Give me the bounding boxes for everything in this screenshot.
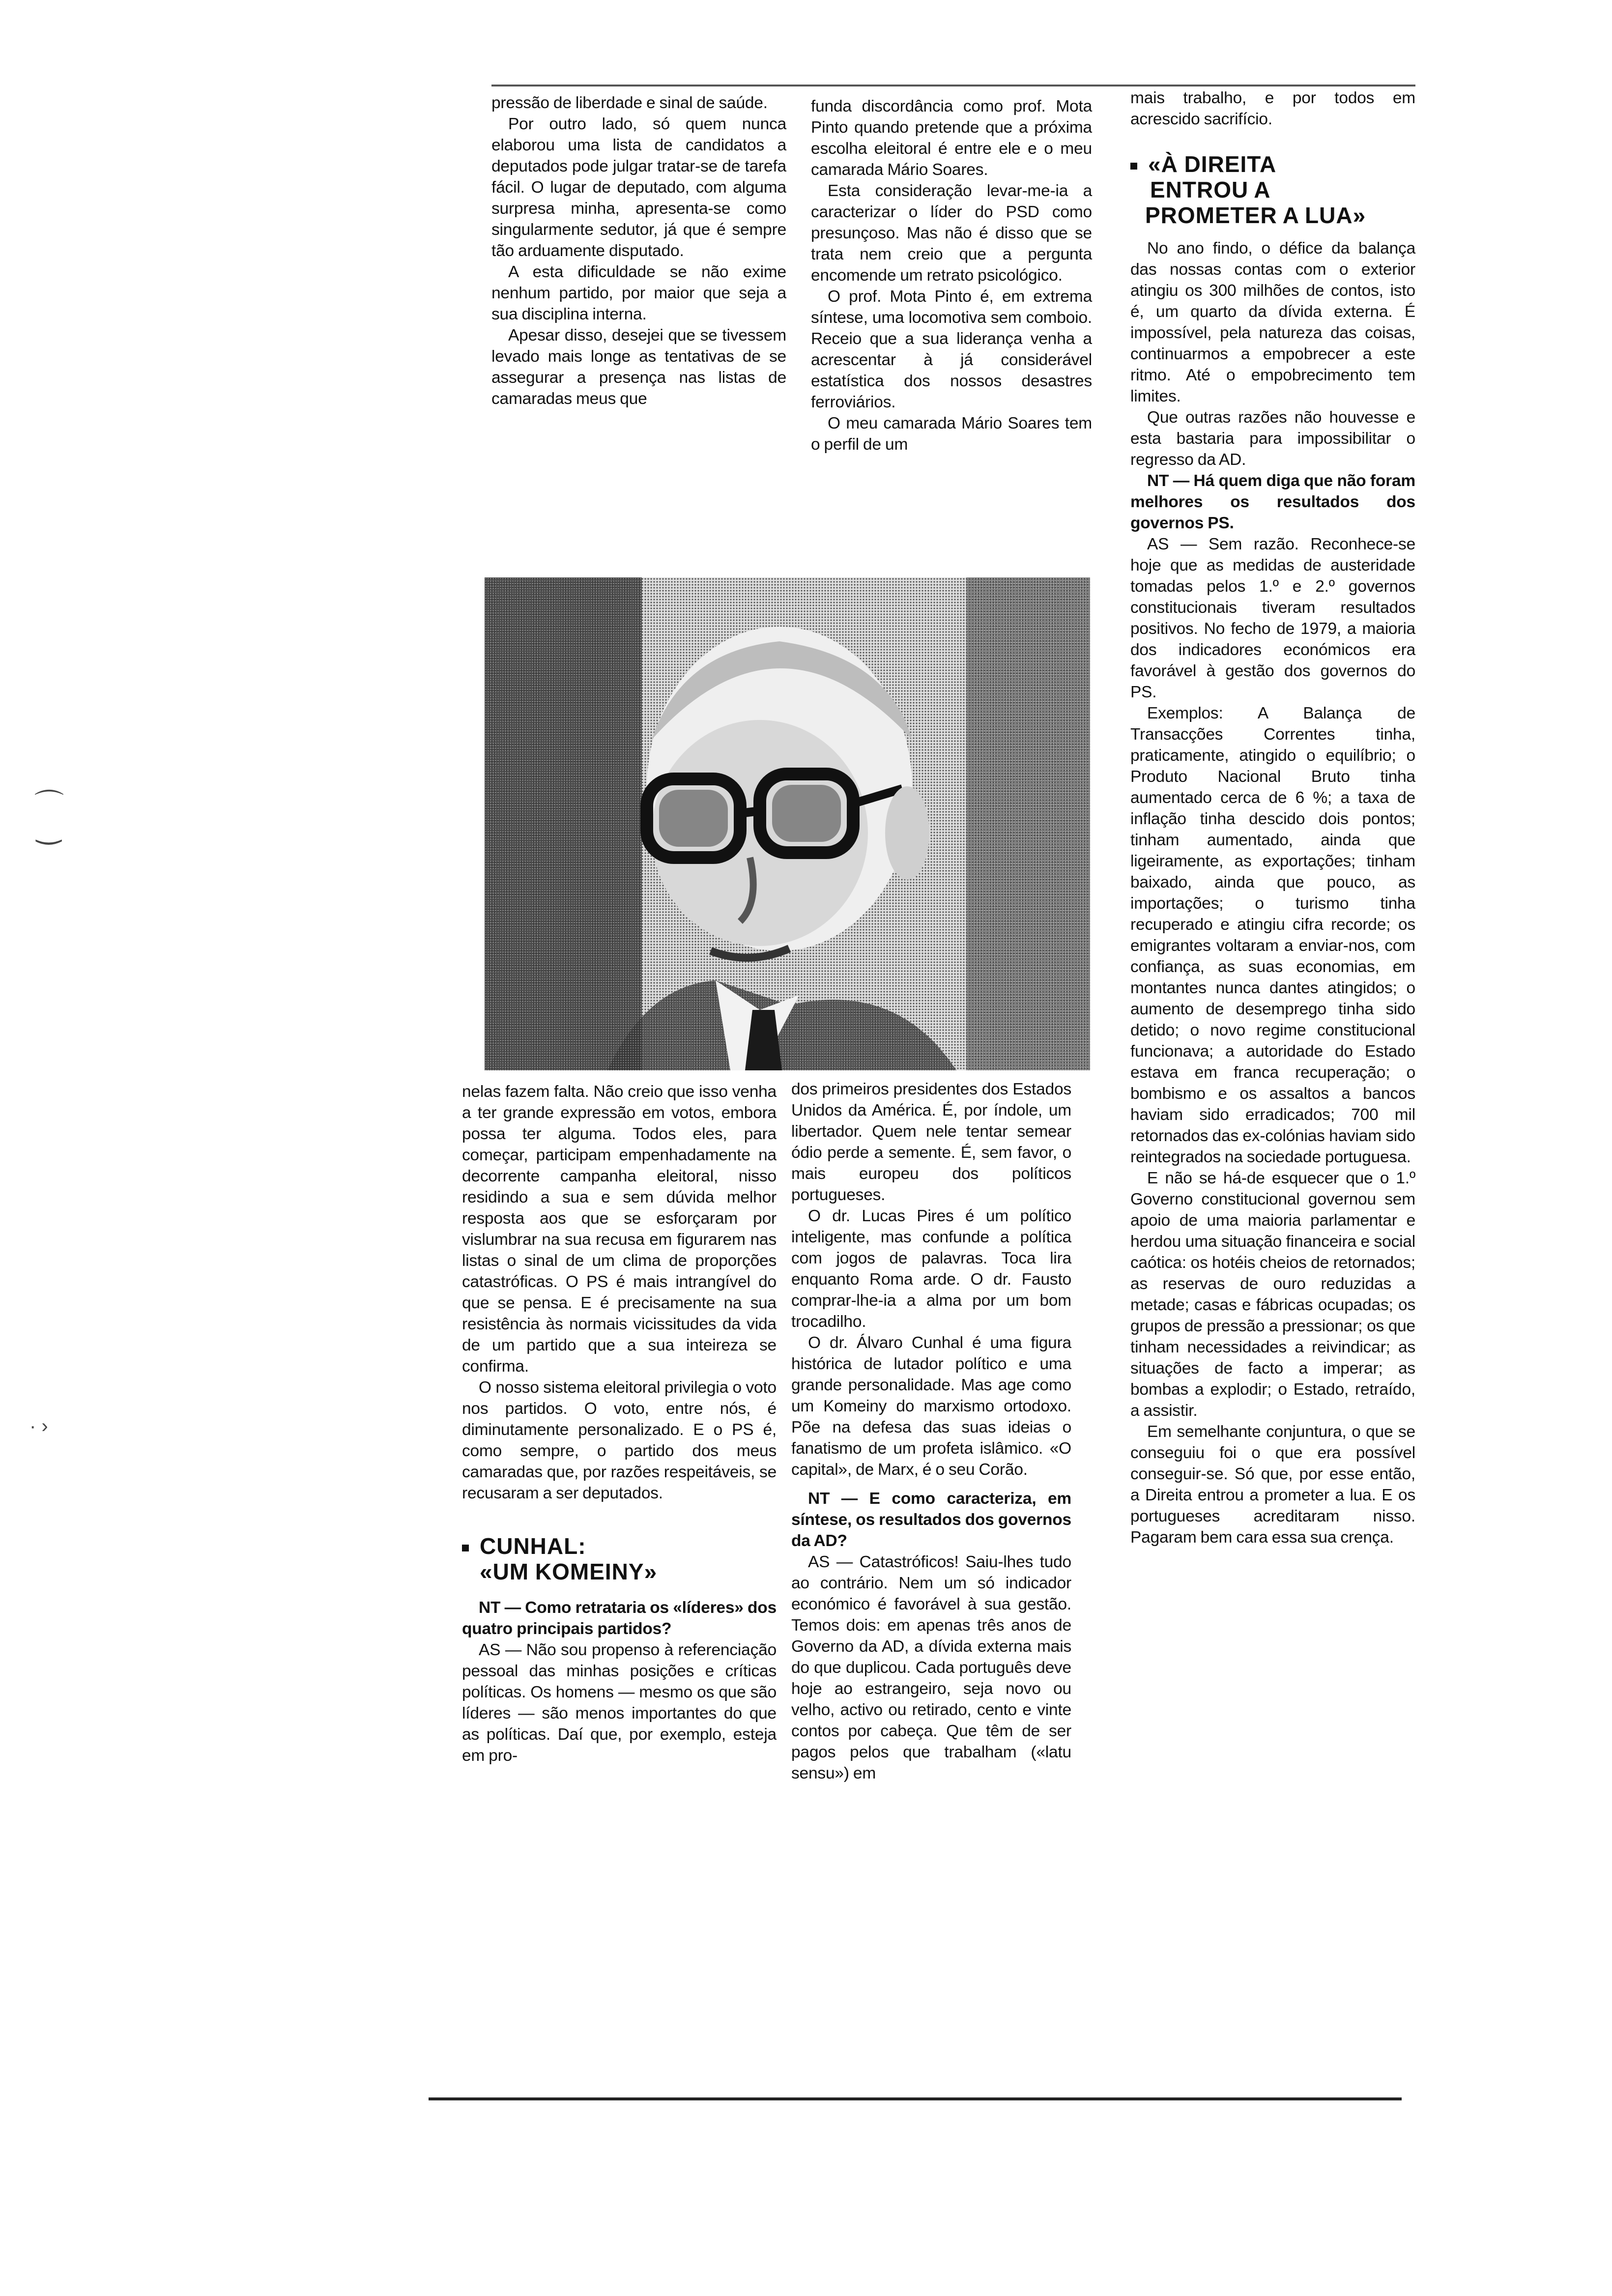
paragraph: A esta dificuldade se não exime nenhum partido, por maior que seja a sua disciplina interna. (491, 263, 786, 323)
heading-line: PROMETER A LUA» (1145, 202, 1366, 228)
margin-mark: · › (29, 1415, 48, 1437)
heading-line: «UM KOMEINY» (480, 1559, 658, 1584)
paragraph: O dr. Álvaro Cunhal é uma figura histórica de lutador político e uma grande personalidade. Mas age como um Komeiny do marxismo ortodoxo. Põe na defesa das suas ideias o fanatismo de um profeta islâmico. «O capital», de Marx, é o seu Corão. (791, 1334, 1071, 1479)
interview-question: NT — Há quem diga que não foram melhores os resultados dos governos PS. (1130, 472, 1415, 532)
heading-line: ENTROU A (1150, 177, 1271, 202)
interview-question: NT — E como caracteriza, em síntese, os resultados dos governos da AD? (791, 1490, 1071, 1550)
column-1-bottom (462, 1081, 777, 1766)
paragraph: pressão de liberdade e sinal de saúde. (491, 94, 768, 112)
top-rule (491, 85, 1415, 86)
paragraph: funda discordância como prof. Mota Pinto quando pretende que a próxima escolha eleitoral é entre ele e o meu camarada Mário Soares. (811, 97, 1092, 179)
portrait-photo (485, 577, 1090, 1070)
heading-cunhal (462, 1533, 777, 1584)
bullet-icon (1130, 163, 1137, 170)
interview-answer: AS — Sem razão. Reconhece-se hoje que as medidas de austeridade tomadas pelos 1.º e 2.º governos constitucionais tiveram resultados positivos. No fecho de 1979, a maioria dos indicadores económicos era favorável à gestão dos governos do PS. (1130, 535, 1415, 701)
margin-mark: ‿ (37, 811, 61, 844)
interview-answer: AS — Não sou propenso à referenciação pessoal das minhas posições e críticas políticas. Os homens — mesmo os que são líderes — são menos importantes do que as políticas. Daí que, por exemplo, esteja em pro- (462, 1641, 777, 1765)
bottom-rule (429, 2097, 1402, 2100)
paragraph: Apesar disso, desejei que se tivessem levado mais longe as tentativas de se assegurar a presença nas listas de camaradas meus que (491, 326, 786, 408)
paragraph: O meu camarada Mário Soares tem o perfil de um (811, 414, 1092, 454)
column-3 (1130, 87, 1415, 1548)
column-2-bottom (791, 1079, 1071, 1784)
paragraph: E não se há-de esquecer que o 1.º Governo constitucional governou sem apoio de uma maioria parlamentar e herdou uma situação financeira e social caótica: os hotéis cheios de retornados; as reservas de ouro reduzidas a metade; casas e fábricas ocupadas; os grupos de pressão a pressionar; os que tinham necessidades a reivindicar; as situações de facto a imperar; as bombas a explodir; o Estado, retraído, a assistir. (1130, 1169, 1415, 1420)
paragraph: nelas fazem falta. Não creio que isso venha a ter grande expressão em votos, embora possa ter alguma. Todos eles, para começar, participam empenhadamente na decorrente campanha eleitoral, nisso residindo a sua e sem dúvida melhor resposta aos que se esforçaram por vislumbrar na sua recusa em figurarem nas listas o sinal de um clima de proporções catastróficas. O PS é mais intrangível do que se pensa. E é precisamente na sua resistência às normais vicissitudes da vida de um partido que a sua inteireza se confirma. (462, 1083, 777, 1376)
margin-mark: ⌒ (34, 788, 64, 821)
column-2-top (811, 96, 1092, 455)
paragraph: O prof. Mota Pinto é, em extrema síntese, uma locomotiva sem comboio. Receio que a sua liderança venha a acrescentar à já considerável estatística dos nossos desastres ferroviários. (811, 287, 1092, 411)
paragraph: Por outro lado, só quem nunca elaborou uma lista de candidatos a deputados pode julgar tratar-se de tarefa fácil. O lugar de deputado, com alguma surpresa minha, apresenta-se como singularmente sedutor, já que é sempre tão arduamente disputado. (491, 115, 786, 260)
column-1-top (491, 92, 786, 409)
bullet-icon (462, 1545, 469, 1551)
paragraph: Exemplos: A Balança de Transacções Correntes tinha, praticamente, atingido o equilíbrio; o Produto Nacional Bruto tinha aumentado cerca de 6 %; a taxa de inflação tinha descido dois pontos; tinham aumentado, ainda que ligeiramente, as exportações; tinham baixado, ainda que pouco, as importações; o turismo tinha recuperado e atingiu cifra recorde; os emigrantes voltaram a enviar-nos, com confiança, as suas economias, em montantes nunca dantes atingidos; o aumento de desemprego tinha sido detido; o novo regime constitucional funcionava; a autoridade do Estado estava em franca recuperação; o bombismo e os assaltos a bancos haviam sido erradicados; 700 mil retornados das ex-colónias haviam sido reintegrados na sociedade portuguesa. (1130, 704, 1415, 1166)
interview-question: NT — Como retrataria os «líderes» dos quatro principais partidos? (462, 1599, 777, 1638)
heading-direita (1130, 151, 1415, 228)
interview-answer: AS — Catastróficos! Saiu-lhes tudo ao contrário. Nem um só indicador económico é favorável à sua gestão. Temos dois: em apenas três anos de Governo da AD, a dívida externa mais do que duplicou. Cada português deve hoje ao estrangeiro, seja novo ou velho, activo ou retirado, cento e vinte contos por cabeça. Que têm de ser pagos pelos que trabalham («latu sensu») em (791, 1553, 1071, 1782)
paragraph: Que outras razões não houvesse e esta bastaria para impossibilitar o regresso da AD. (1130, 408, 1415, 469)
paragraph: O dr. Lucas Pires é um político inteligente, mas confunde a política com jogos de palavras. Toca lira enquanto Roma arde. O dr. Fausto comprar-lhe-ia a alma por um bom trocadilho. (791, 1207, 1071, 1331)
paragraph: dos primeiros presidentes dos Estados Unidos da América. É, por índole, um libertador. Quem nele tentar semear ódio perde a semente. É, sem favor, o mais europeu dos políticos portugueses. (791, 1080, 1071, 1204)
paragraph: Em semelhante conjuntura, o que se conseguiu foi o que era possível conseguir-se. Só que, por esse então, a Direita entrou a prometer a lua. E os portugueses acreditaram nisso. Pagaram bem cara essa sua crença. (1130, 1423, 1415, 1547)
heading-line: «À DIREITA (1148, 151, 1277, 177)
heading-line: CUNHAL: (480, 1533, 586, 1559)
paragraph: mais trabalho, e por todos em acrescido sacrifício. (1130, 89, 1415, 128)
paragraph: Esta consideração levar-me-ia a caracterizar o líder do PSD como presunçoso. Mas não é disso que se trata nem creio que a pergunta encomende um retrato psicológico. (811, 182, 1092, 285)
paragraph: No ano findo, o défice da balança das nossas contas com o exterior atingiu os 300 milhões de contos, isto é, um quarto da dívida externa. É impossível, pela natureza das coisas, continuarmos a empobrecer a este ritmo. Até o empobrecimento tem limites. (1130, 239, 1415, 405)
paragraph: O nosso sistema eleitoral privilegia o voto nos partidos. O voto, entre nós, é diminutamente personalizado. E o PS é, como sempre, o partido dos meus camaradas que, por razões respeitáveis, se recusaram a ser deputados. (462, 1378, 777, 1502)
